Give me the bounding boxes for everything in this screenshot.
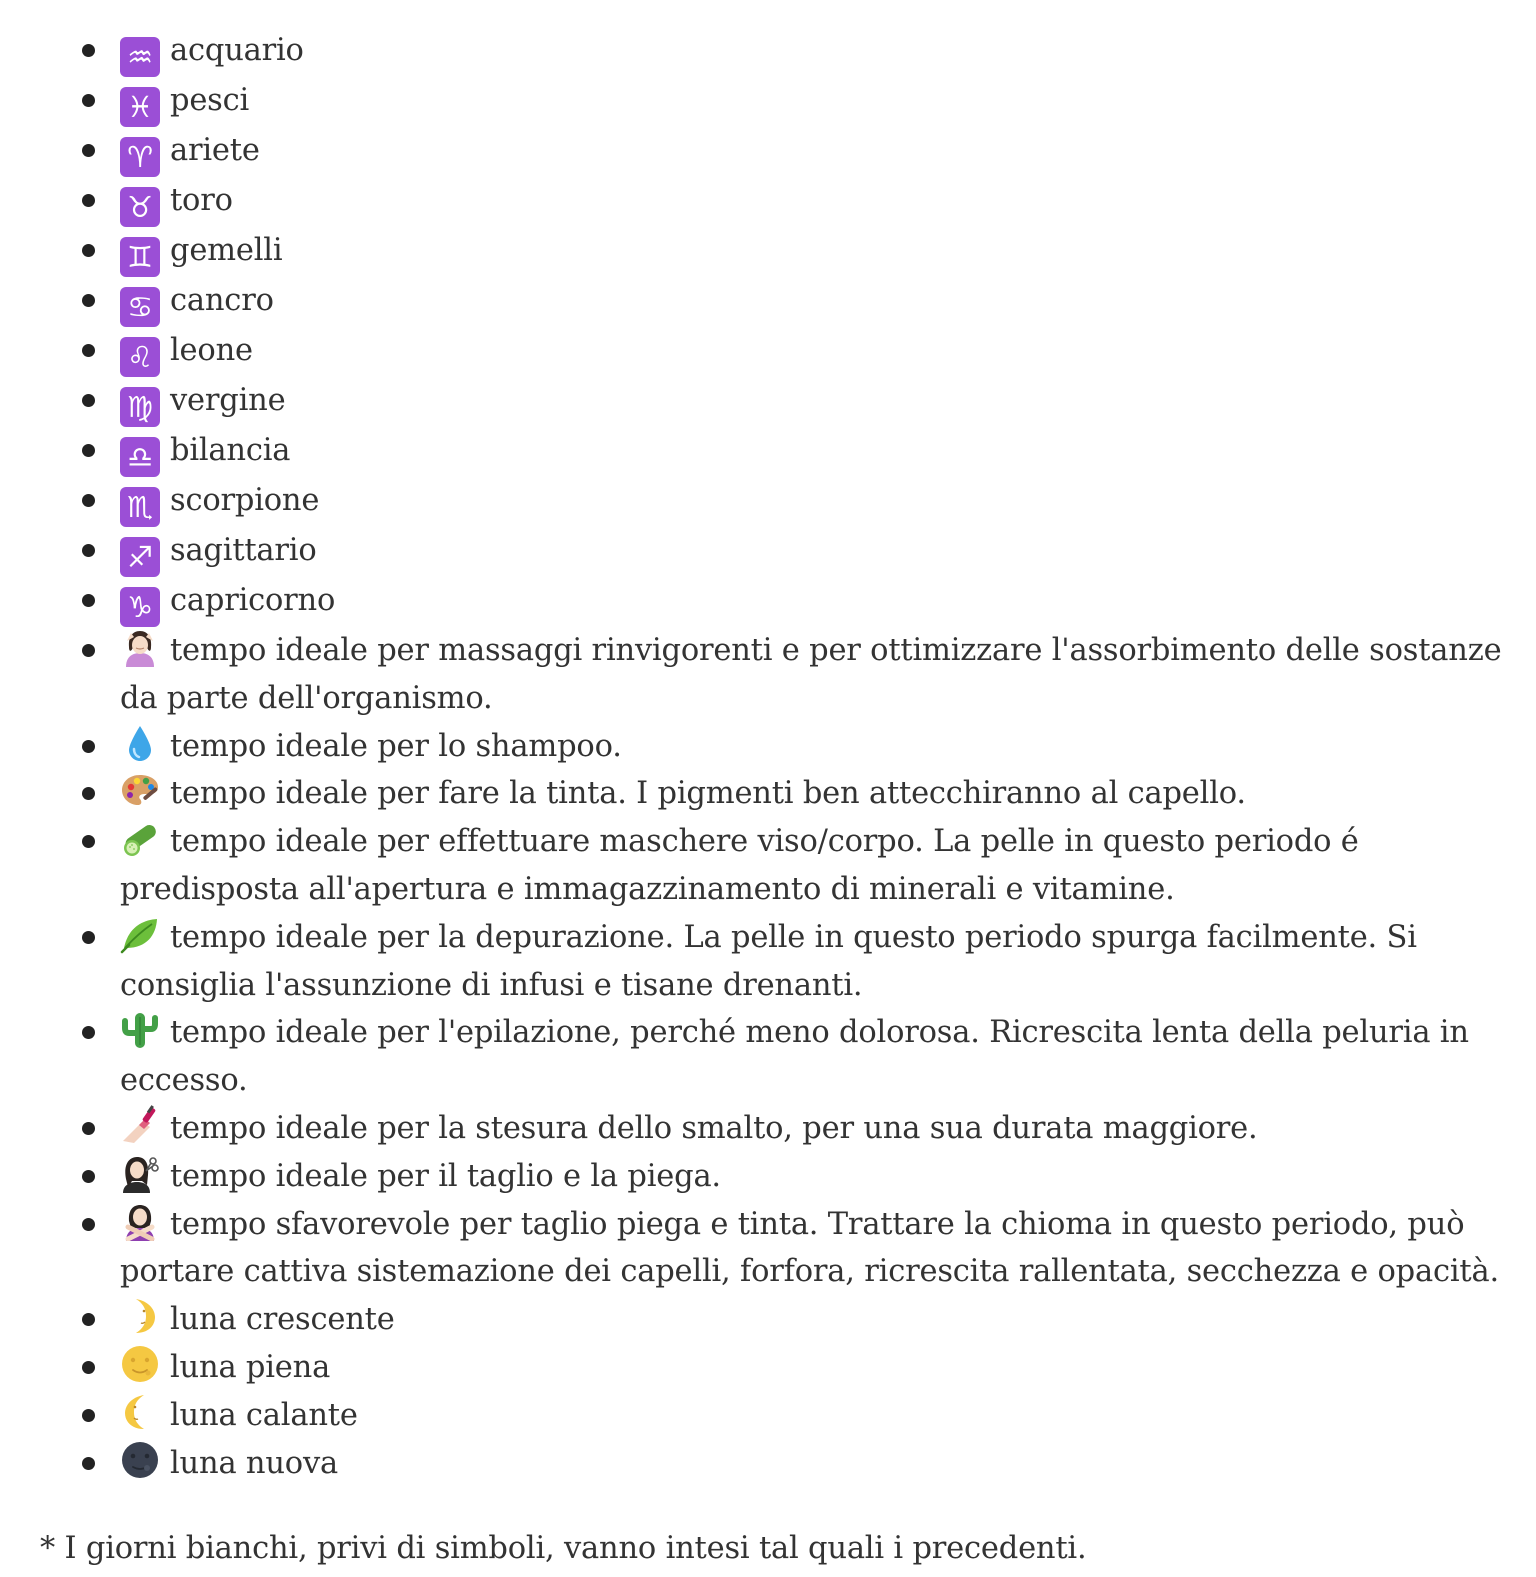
list-item-label: tempo ideale per l'epilazione, perché meno dolorosa. Ricrescita lenta della peluria in eccesso. bbox=[120, 1015, 1469, 1099]
list-item-hair-dye bbox=[120, 770, 1510, 818]
list-item-label: cancro bbox=[170, 283, 274, 318]
list-item-new-moon bbox=[120, 1440, 1510, 1488]
list-item-pisces bbox=[120, 77, 1510, 127]
list-item-full-moon bbox=[120, 1344, 1510, 1392]
aquarius-icon: ♒ bbox=[120, 37, 160, 77]
list-item-label: acquario bbox=[170, 33, 304, 68]
no-gesture-icon bbox=[120, 1201, 160, 1241]
list-item-virgo bbox=[120, 377, 1510, 427]
list-item-nail-polish bbox=[120, 1105, 1510, 1153]
gemini-icon: ♊ bbox=[120, 237, 160, 277]
list-item-aries bbox=[120, 127, 1510, 177]
list-item-label: tempo ideale per il taglio e la piega. bbox=[170, 1158, 721, 1194]
haircut-icon bbox=[120, 1153, 160, 1193]
list-item-sagittarius bbox=[120, 527, 1510, 577]
list-item-waning-moon bbox=[120, 1392, 1510, 1440]
list-item-capricorn bbox=[120, 577, 1510, 627]
list-item-label: leone bbox=[170, 333, 253, 368]
list-item-label: vergine bbox=[170, 383, 286, 418]
list-item-unfavorable bbox=[120, 1201, 1510, 1297]
first-quarter-moon-face-icon bbox=[120, 1296, 160, 1336]
footnote: * I giorni bianchi, privi di simboli, vanno intesi tal quali i precedenti. bbox=[40, 1530, 1087, 1566]
list-item-scorpio bbox=[120, 477, 1510, 527]
list-item-label: tempo sfavorevole per taglio piega e tinta. Trattare la chioma in questo periodo, può portare cattiva sistemazione dei capelli, forfora, ricrescita rallentata, secchezza e opacità. bbox=[120, 1206, 1499, 1290]
new-moon-face-icon bbox=[120, 1440, 160, 1480]
nail-polish-icon bbox=[120, 1105, 160, 1145]
cucumber-icon bbox=[120, 818, 160, 858]
list-item-label: scorpione bbox=[170, 483, 320, 518]
last-quarter-moon-face-icon bbox=[120, 1392, 160, 1432]
scorpio-icon: ♏ bbox=[120, 487, 160, 527]
list-item-label: luna nuova bbox=[170, 1445, 338, 1481]
libra-icon: ♎ bbox=[120, 437, 160, 477]
list-item-label: luna crescente bbox=[170, 1302, 395, 1338]
leo-icon: ♌ bbox=[120, 337, 160, 377]
pisces-icon: ♓ bbox=[120, 87, 160, 127]
list-item-taurus bbox=[120, 177, 1510, 227]
list-item-leo bbox=[120, 327, 1510, 377]
full-moon-face-icon bbox=[120, 1344, 160, 1384]
list-item-gemini bbox=[120, 227, 1510, 277]
cactus-icon bbox=[120, 1009, 160, 1049]
list-item-label: gemelli bbox=[170, 233, 283, 268]
capricorn-icon: ♑ bbox=[120, 587, 160, 627]
list-item-label: tempo ideale per la stesura dello smalto, per una sua durata maggiore. bbox=[170, 1110, 1258, 1146]
list-item-libra bbox=[120, 427, 1510, 477]
cancer-icon: ♋ bbox=[120, 287, 160, 327]
list-item-label: bilancia bbox=[170, 433, 291, 468]
list-item-waxing-moon bbox=[120, 1296, 1510, 1344]
sagittarius-icon: ♐ bbox=[120, 537, 160, 577]
list-item-haircut bbox=[120, 1153, 1510, 1201]
symbol-legend bbox=[0, 27, 1510, 1487]
list-item-label: pesci bbox=[170, 83, 250, 118]
list-item-label: tempo ideale per massaggi rinvigorenti e per ottimizzare l'assorbimento delle sostanze da parte dell'organismo. bbox=[120, 633, 1502, 716]
list-item-label: tempo ideale per lo shampoo. bbox=[170, 728, 622, 764]
list-item-label: sagittario bbox=[170, 533, 317, 568]
list-item-label: tempo ideale per effettuare maschere viso/corpo. La pelle in questo periodo é predisposta all'apertura e immagazzinamento di minerali e vitamine. bbox=[120, 824, 1359, 907]
list-item-detox bbox=[120, 914, 1510, 1010]
list-item-label: luna calante bbox=[170, 1397, 358, 1433]
list-item-label: capricorno bbox=[170, 583, 336, 618]
list-item-label: tempo ideale per fare la tinta. I pigmenti ben attecchiranno al capello. bbox=[170, 776, 1246, 812]
list-item-label: tempo ideale per la depurazione. La pelle in questo periodo spurga facilmente. Si consiglia l'assunzione di infusi e tisane drenanti. bbox=[120, 919, 1417, 1003]
list-item-face-mask bbox=[120, 818, 1510, 914]
virgo-icon: ♍ bbox=[120, 387, 160, 427]
taurus-icon: ♉ bbox=[120, 187, 160, 227]
list-item-massage bbox=[120, 627, 1510, 723]
massage-icon bbox=[120, 627, 160, 667]
droplet-icon bbox=[120, 723, 160, 763]
list-item-label: luna piena bbox=[170, 1349, 331, 1385]
list-item-label: toro bbox=[170, 183, 233, 218]
list-item-shampoo bbox=[120, 723, 1510, 771]
legend-list bbox=[0, 27, 1510, 1487]
list-item-epilation bbox=[120, 1009, 1510, 1105]
aries-icon: ♈ bbox=[120, 137, 160, 177]
leaf-icon bbox=[120, 914, 160, 954]
palette-icon bbox=[120, 770, 160, 810]
list-item-label: ariete bbox=[170, 133, 260, 168]
list-item-cancer bbox=[120, 277, 1510, 327]
list-item-aquarius bbox=[120, 27, 1510, 77]
